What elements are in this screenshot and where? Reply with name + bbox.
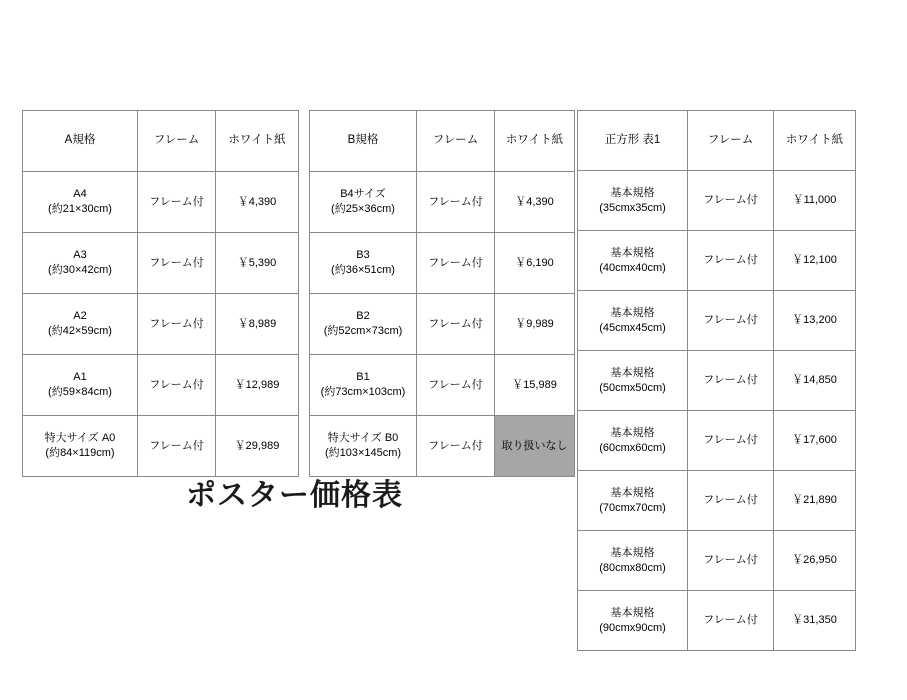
table-header-row bbox=[23, 111, 299, 172]
cell-size bbox=[310, 294, 417, 355]
size-name: B2 bbox=[356, 310, 370, 323]
cell-price: ￥17,600 bbox=[774, 411, 856, 471]
size-dimensions: (35cmx35cm) bbox=[599, 201, 666, 214]
table-header-row bbox=[578, 111, 856, 171]
cell-size bbox=[578, 291, 688, 351]
size-dimensions: (約42×59cm) bbox=[48, 325, 112, 337]
size-dimensions: (90cmx90cm) bbox=[599, 621, 666, 634]
size-name: B1 bbox=[356, 371, 370, 384]
cell-price: ￥13,200 bbox=[774, 291, 856, 351]
cell-price: ￥6,190 bbox=[495, 233, 575, 294]
cell-size bbox=[578, 351, 688, 411]
cell-price: ￥8,989 bbox=[216, 294, 299, 355]
column-header-size: B規格 bbox=[310, 111, 417, 172]
cell-frame: フレーム付 bbox=[688, 291, 774, 351]
cell-price: ￥26,950 bbox=[774, 531, 856, 591]
cell-size bbox=[310, 416, 417, 477]
table-row bbox=[578, 171, 856, 231]
table-row bbox=[310, 233, 575, 294]
column-header-frame: フレーム bbox=[138, 111, 216, 172]
cell-frame: フレーム付 bbox=[688, 351, 774, 411]
cell-frame: フレーム付 bbox=[138, 233, 216, 294]
size-dimensions: (60cmx60cm) bbox=[599, 441, 666, 454]
cell-price: ￥12,100 bbox=[774, 231, 856, 291]
size-name: 特大サイズ B0 bbox=[327, 432, 399, 445]
size-name: A2 bbox=[73, 310, 87, 323]
table-row bbox=[23, 294, 299, 355]
table-row bbox=[578, 471, 856, 531]
cell-size bbox=[23, 233, 138, 294]
cell-size bbox=[23, 355, 138, 416]
cell-size bbox=[23, 172, 138, 233]
cell-size bbox=[578, 231, 688, 291]
cell-frame: フレーム付 bbox=[688, 531, 774, 591]
table-row bbox=[578, 231, 856, 291]
cell-size bbox=[23, 294, 138, 355]
cell-frame: フレーム付 bbox=[688, 171, 774, 231]
table-row bbox=[578, 591, 856, 651]
cell-size bbox=[310, 233, 417, 294]
column-header-size: A規格 bbox=[23, 111, 138, 172]
cell-frame: フレーム付 bbox=[417, 416, 495, 477]
cell-frame: フレーム付 bbox=[688, 231, 774, 291]
size-dimensions: (約30×42cm) bbox=[48, 264, 112, 276]
cell-price: ￥5,390 bbox=[216, 233, 299, 294]
price-table-a bbox=[22, 110, 299, 477]
price-table-square bbox=[577, 110, 856, 651]
cell-price: ￥21,890 bbox=[774, 471, 856, 531]
table-row bbox=[310, 416, 575, 477]
cell-size bbox=[310, 172, 417, 233]
size-dimensions: (約52cm×73cm) bbox=[323, 325, 403, 337]
page-title: ポスター価格表 bbox=[186, 479, 403, 512]
cell-size bbox=[578, 171, 688, 231]
cell-frame: フレーム付 bbox=[688, 411, 774, 471]
size-name: B4サイズ bbox=[340, 188, 386, 201]
table-row bbox=[23, 233, 299, 294]
cell-frame: フレーム付 bbox=[417, 355, 495, 416]
size-dimensions: (約36×51cm) bbox=[331, 264, 395, 276]
cell-price: ￥15,989 bbox=[495, 355, 575, 416]
table-row bbox=[578, 351, 856, 411]
table-row bbox=[578, 291, 856, 351]
cell-price: ￥4,390 bbox=[495, 172, 575, 233]
cell-price: ￥11,000 bbox=[774, 171, 856, 231]
cell-size bbox=[578, 411, 688, 471]
size-dimensions: (約73cm×103cm) bbox=[320, 386, 406, 398]
table-row bbox=[23, 355, 299, 416]
cell-frame: フレーム付 bbox=[138, 355, 216, 416]
table-b-body bbox=[310, 111, 575, 477]
table-square-body bbox=[578, 111, 856, 651]
cell-price: ￥29,989 bbox=[216, 416, 299, 477]
cell-size bbox=[23, 416, 138, 477]
size-name: 基本規格 bbox=[610, 246, 655, 259]
size-name: 基本規格 bbox=[610, 606, 655, 619]
size-name: 基本規格 bbox=[610, 306, 655, 319]
size-name: 基本規格 bbox=[610, 486, 655, 499]
cell-price: ￥12,989 bbox=[216, 355, 299, 416]
cell-price: ￥31,350 bbox=[774, 591, 856, 651]
column-header-paper: ホワイト紙 bbox=[495, 111, 575, 172]
size-name: 基本規格 bbox=[610, 366, 655, 379]
table-row bbox=[310, 355, 575, 416]
size-dimensions: (約84×119cm) bbox=[45, 447, 115, 459]
column-header-size: 正方形 表1 bbox=[578, 111, 688, 171]
size-dimensions: (約21×30cm) bbox=[48, 203, 112, 215]
cell-price: ￥14,850 bbox=[774, 351, 856, 411]
cell-size bbox=[310, 355, 417, 416]
table-row bbox=[578, 411, 856, 471]
cell-frame: フレーム付 bbox=[417, 294, 495, 355]
size-dimensions: (50cmx50cm) bbox=[599, 381, 666, 394]
column-header-frame: フレーム bbox=[688, 111, 774, 171]
table-row bbox=[23, 172, 299, 233]
table-row bbox=[23, 416, 299, 477]
table-row bbox=[310, 172, 575, 233]
cell-frame: フレーム付 bbox=[138, 172, 216, 233]
column-header-frame: フレーム bbox=[417, 111, 495, 172]
size-dimensions: (40cmx40cm) bbox=[599, 261, 666, 274]
cell-size bbox=[578, 591, 688, 651]
cell-frame: フレーム付 bbox=[688, 471, 774, 531]
table-row bbox=[578, 531, 856, 591]
size-name: A1 bbox=[73, 371, 87, 384]
cell-price: ￥4,390 bbox=[216, 172, 299, 233]
size-dimensions: (約25×36cm) bbox=[331, 203, 395, 215]
cell-price-unavailable: 取り扱いなし bbox=[495, 416, 575, 477]
size-dimensions: (70cmx70cm) bbox=[599, 501, 666, 514]
column-header-paper: ホワイト紙 bbox=[216, 111, 299, 172]
cell-frame: フレーム付 bbox=[138, 416, 216, 477]
table-a-body bbox=[23, 111, 299, 477]
cell-frame: フレーム付 bbox=[417, 172, 495, 233]
column-header-paper: ホワイト紙 bbox=[774, 111, 856, 171]
size-dimensions: (45cmx45cm) bbox=[599, 321, 666, 334]
cell-size bbox=[578, 531, 688, 591]
size-name: B3 bbox=[356, 249, 370, 262]
size-dimensions: (80cmx80cm) bbox=[599, 561, 666, 574]
size-name: 特大サイズ A0 bbox=[44, 432, 116, 445]
size-name: 基本規格 bbox=[610, 426, 655, 439]
size-dimensions: (約103×145cm) bbox=[324, 447, 402, 459]
cell-frame: フレーム付 bbox=[688, 591, 774, 651]
size-name: A4 bbox=[73, 188, 87, 201]
table-row bbox=[310, 294, 575, 355]
table-header-row bbox=[310, 111, 575, 172]
size-name: A3 bbox=[73, 249, 87, 262]
cell-size bbox=[578, 471, 688, 531]
size-dimensions: (約59×84cm) bbox=[48, 386, 112, 398]
size-name: 基本規格 bbox=[610, 186, 655, 199]
size-name: 基本規格 bbox=[610, 546, 655, 559]
cell-frame: フレーム付 bbox=[417, 233, 495, 294]
price-table-b bbox=[309, 110, 575, 477]
cell-price: ￥9,989 bbox=[495, 294, 575, 355]
cell-frame: フレーム付 bbox=[138, 294, 216, 355]
